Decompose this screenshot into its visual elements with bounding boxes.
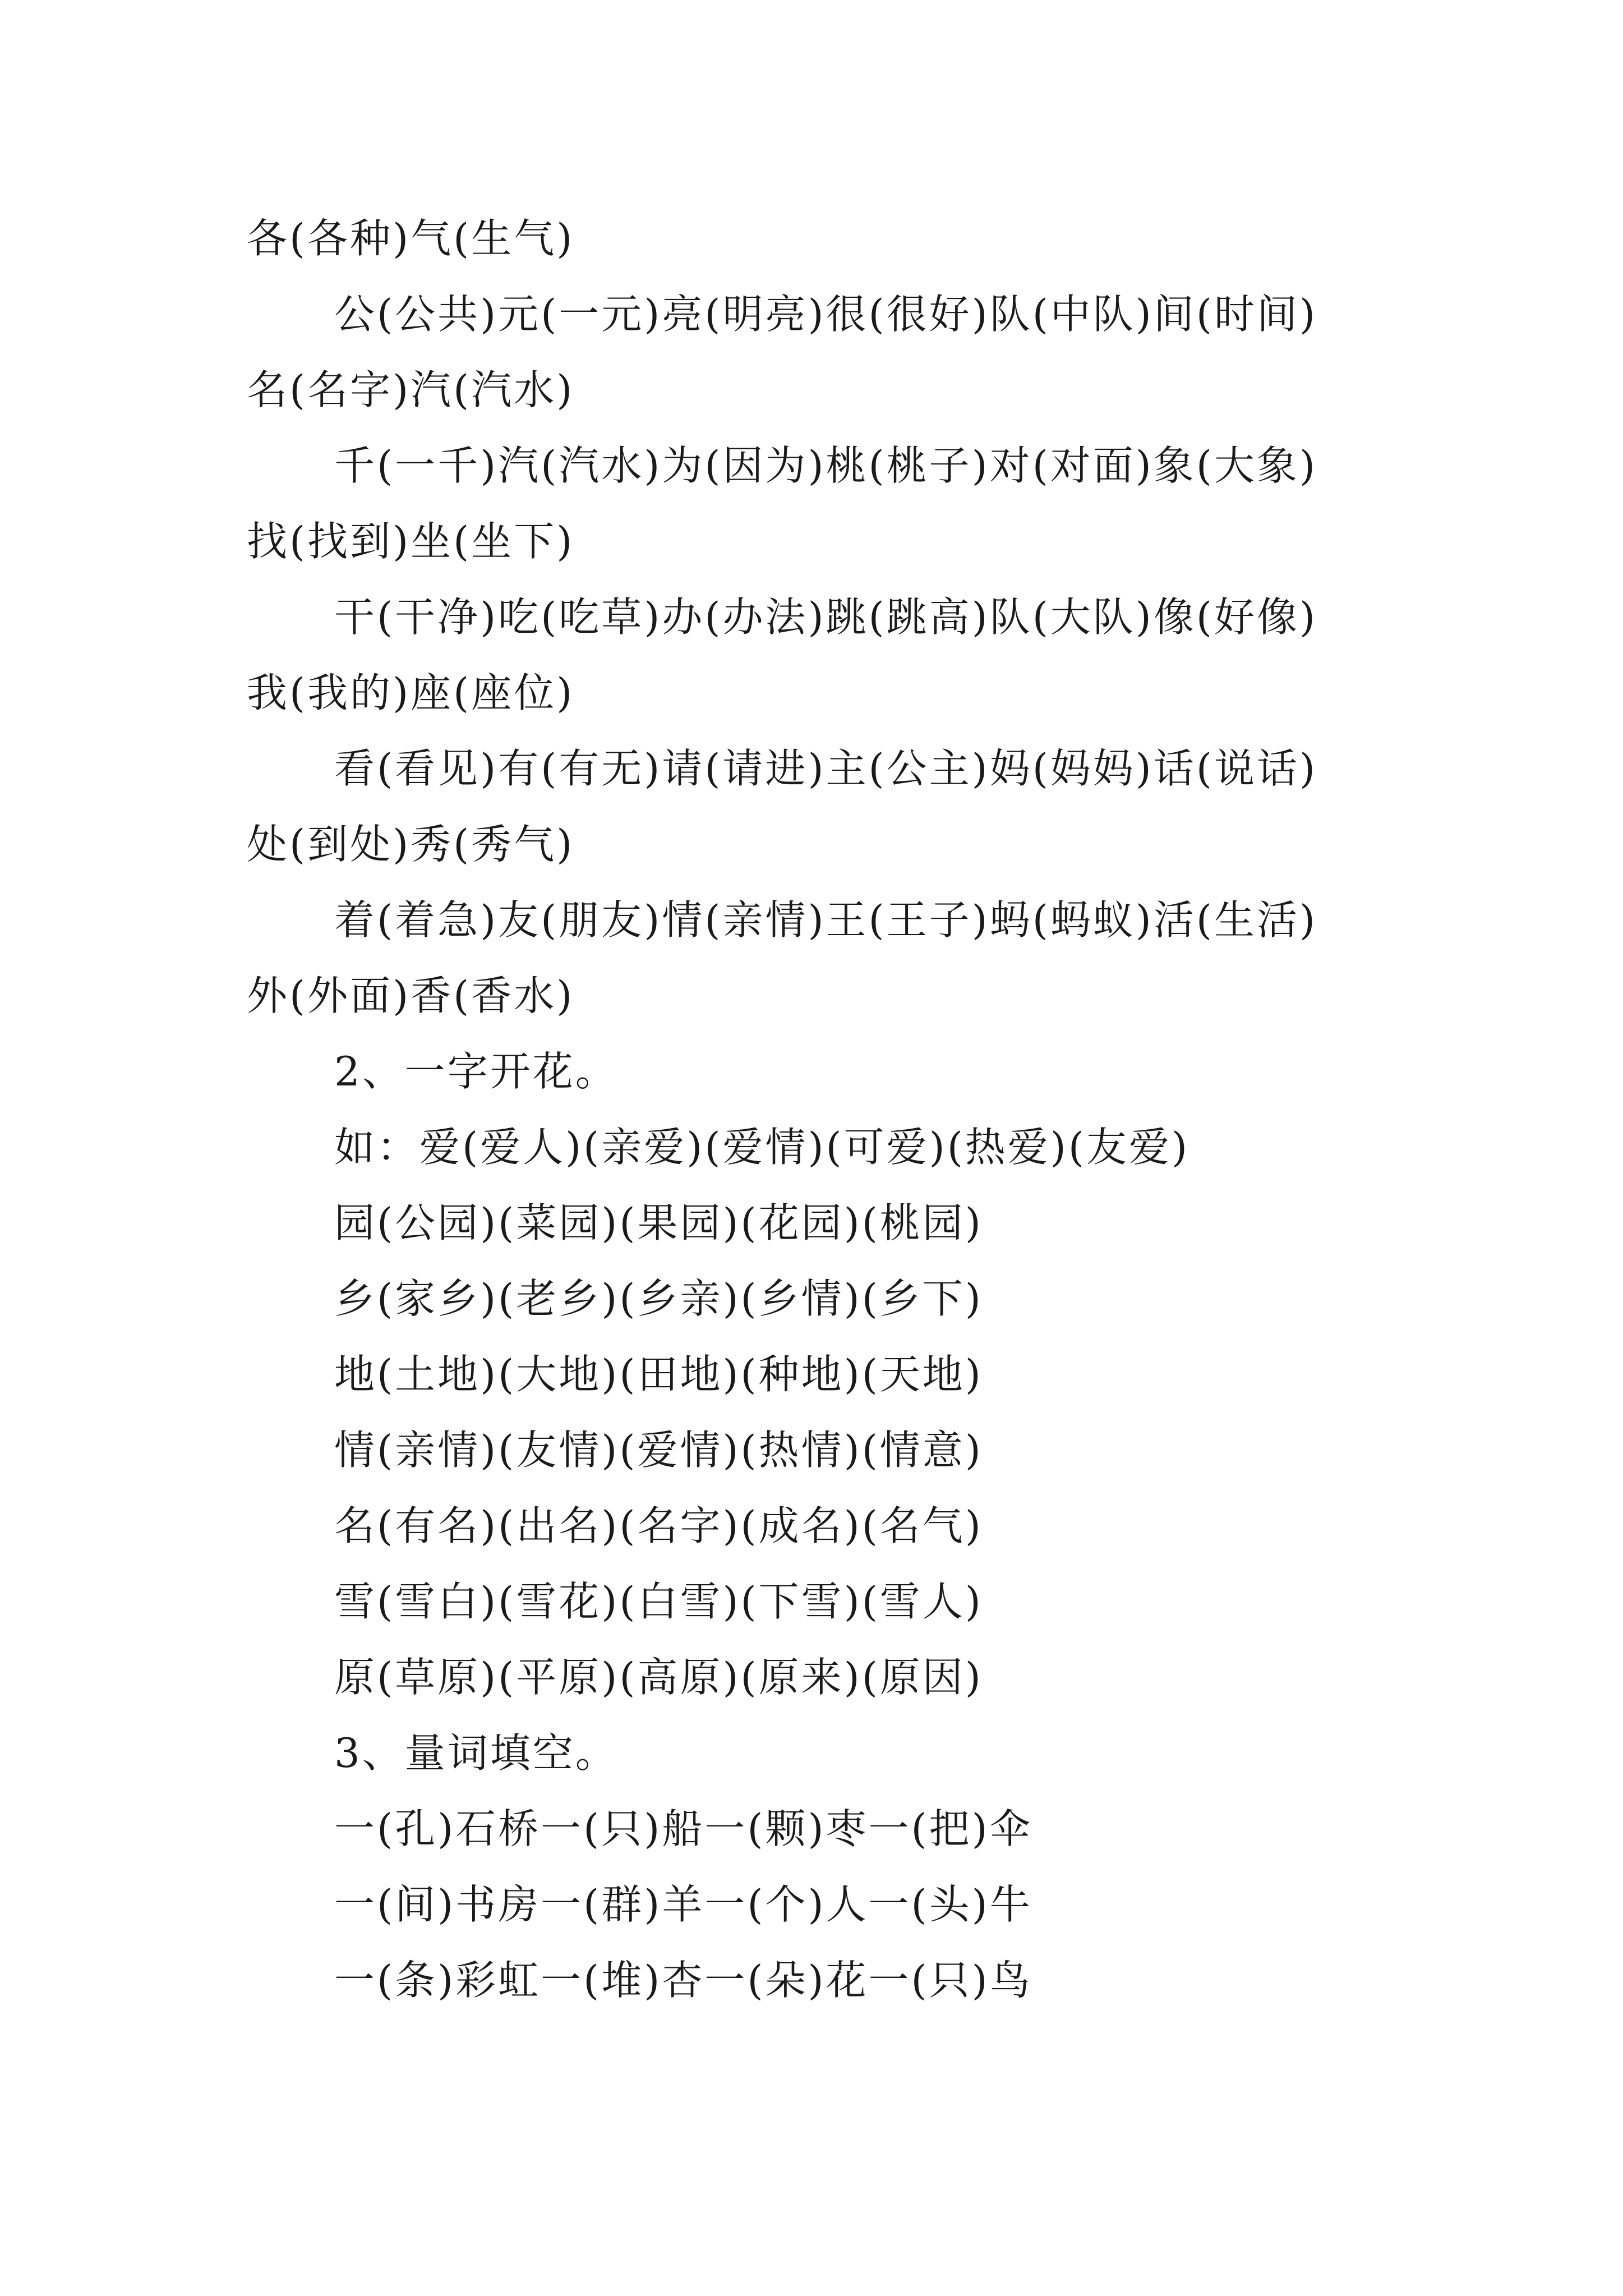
text-line: 如：爱(爱人)(亲爱)(爱情)(可爱)(热爱)(友爱) <box>334 1124 1190 1171</box>
text-line: 外(外面)香(香水) <box>247 972 575 1019</box>
text-line: 公(公共)元(一元)亮(明亮)很(很好)队(中队)间(时间) <box>334 291 1318 338</box>
text-line: 名(有名)(出名)(名字)(成名)(名气) <box>334 1502 983 1549</box>
text-line: 地(土地)(大地)(田地)(种地)(天地) <box>334 1351 983 1398</box>
text-line: 原(草原)(平原)(高原)(原来)(原因) <box>334 1654 983 1701</box>
text-line: 干(干净)吃(吃草)办(办法)跳(跳高)队(大队)像(好像) <box>334 593 1318 641</box>
section-heading: 3、量词填空。 <box>334 1729 618 1777</box>
text-line: 处(到处)秀(秀气) <box>247 821 575 868</box>
section-heading: 2、一字开花。 <box>334 1048 618 1095</box>
text-line: 找(找到)坐(坐下) <box>247 518 575 565</box>
text-line: 乡(家乡)(老乡)(乡亲)(乡情)(乡下) <box>334 1275 983 1322</box>
text-line: 园(公园)(菜园)(果园)(花园)(桃园) <box>334 1199 983 1246</box>
text-line: 一(条)彩虹一(堆)杏一(朵)花一(只)鸟 <box>334 1957 1032 2004</box>
text-line: 看(看见)有(有无)请(请进)主(公主)妈(妈妈)话(说话) <box>334 745 1318 792</box>
text-line: 一(孔)石桥一(只)船一(颗)枣一(把)伞 <box>334 1805 1032 1852</box>
text-line: 各(各种)气(生气) <box>247 215 575 262</box>
text-line: 一(间)书房一(群)羊一(个)人一(头)牛 <box>334 1881 1032 1928</box>
text-line: 千(一千)汽(汽水)为(因为)桃(桃子)对(对面)象(大象) <box>334 442 1318 489</box>
text-line: 我(我的)座(座位) <box>247 669 575 716</box>
text-line: 名(名字)汽(汽水) <box>247 366 575 413</box>
text-line: 情(亲情)(友情)(爱情)(热情)(情意) <box>334 1427 983 1474</box>
text-line: 雪(雪白)(雪花)(白雪)(下雪)(雪人) <box>334 1578 983 1625</box>
text-line: 着(着急)友(朋友)情(亲情)王(王子)蚂(蚂蚁)活(生活) <box>334 896 1318 944</box>
